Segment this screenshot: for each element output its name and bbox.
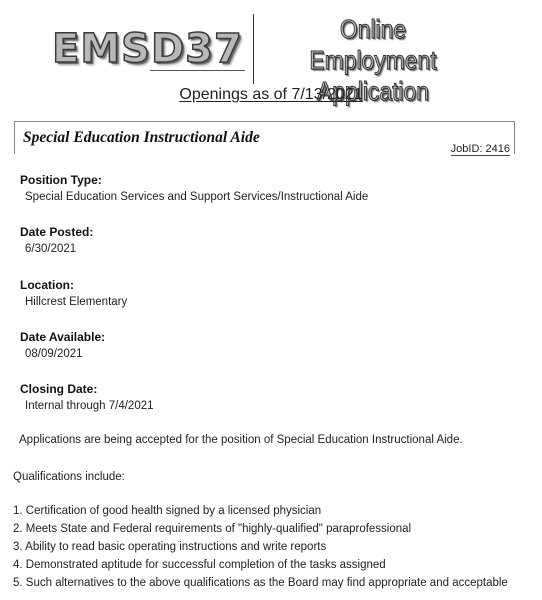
field-label: Closing Date: (20, 382, 98, 396)
job-title: Special Education Instructional Aide (23, 129, 260, 146)
field-value: Special Education Services and Support Services/Instructional Aide (25, 191, 369, 203)
field-position-type (20, 173, 368, 203)
applications-statement: Applications are being accepted for the position of Special Education Instructional Aide. (19, 434, 463, 446)
page-header (0, 0, 542, 110)
field-value: 6/30/2021 (25, 243, 77, 255)
field-label: Location: (20, 278, 74, 292)
openings-date: Openings as of 7/13/2021 (179, 86, 363, 103)
header-divider (253, 14, 254, 84)
qualifications-list (13, 504, 508, 594)
logo-underline (150, 70, 245, 71)
field-date-available (20, 330, 105, 360)
field-closing-date (20, 382, 154, 412)
emsd37-logo: EMSD37 (52, 26, 243, 72)
field-value: Internal through 7/4/2021 (25, 400, 154, 412)
list-item: 3. Ability to read basic operating instructions and write reports (13, 541, 327, 553)
field-label: Date Available: (20, 330, 106, 344)
qualifications-intro: Qualifications include: (13, 471, 125, 483)
application-title-line1: Online Employment (309, 14, 437, 75)
field-label: Position Type: (20, 173, 102, 187)
field-value: 08/09/2021 (25, 348, 83, 360)
application-title-line2: Application (317, 76, 429, 106)
field-value: Hillcrest Elementary (25, 296, 128, 308)
field-label: Date Posted: (20, 225, 94, 239)
list-item: 5. Such alternatives to the above qualifications as the Board may find appropriate and acceptable (13, 577, 508, 589)
job-id: JobID: 2416 (450, 143, 510, 155)
field-date-posted (20, 225, 93, 255)
list-item: 2. Meets State and Federal requirements of "highly-qualified" paraprofessional (13, 523, 412, 535)
list-item: 1. Certification of good health signed by a licensed physician (13, 505, 322, 517)
list-item: 4. Demonstrated aptitude for successful completion of the tasks assigned (13, 559, 386, 571)
job-title-box (14, 121, 515, 154)
field-location (20, 278, 127, 308)
